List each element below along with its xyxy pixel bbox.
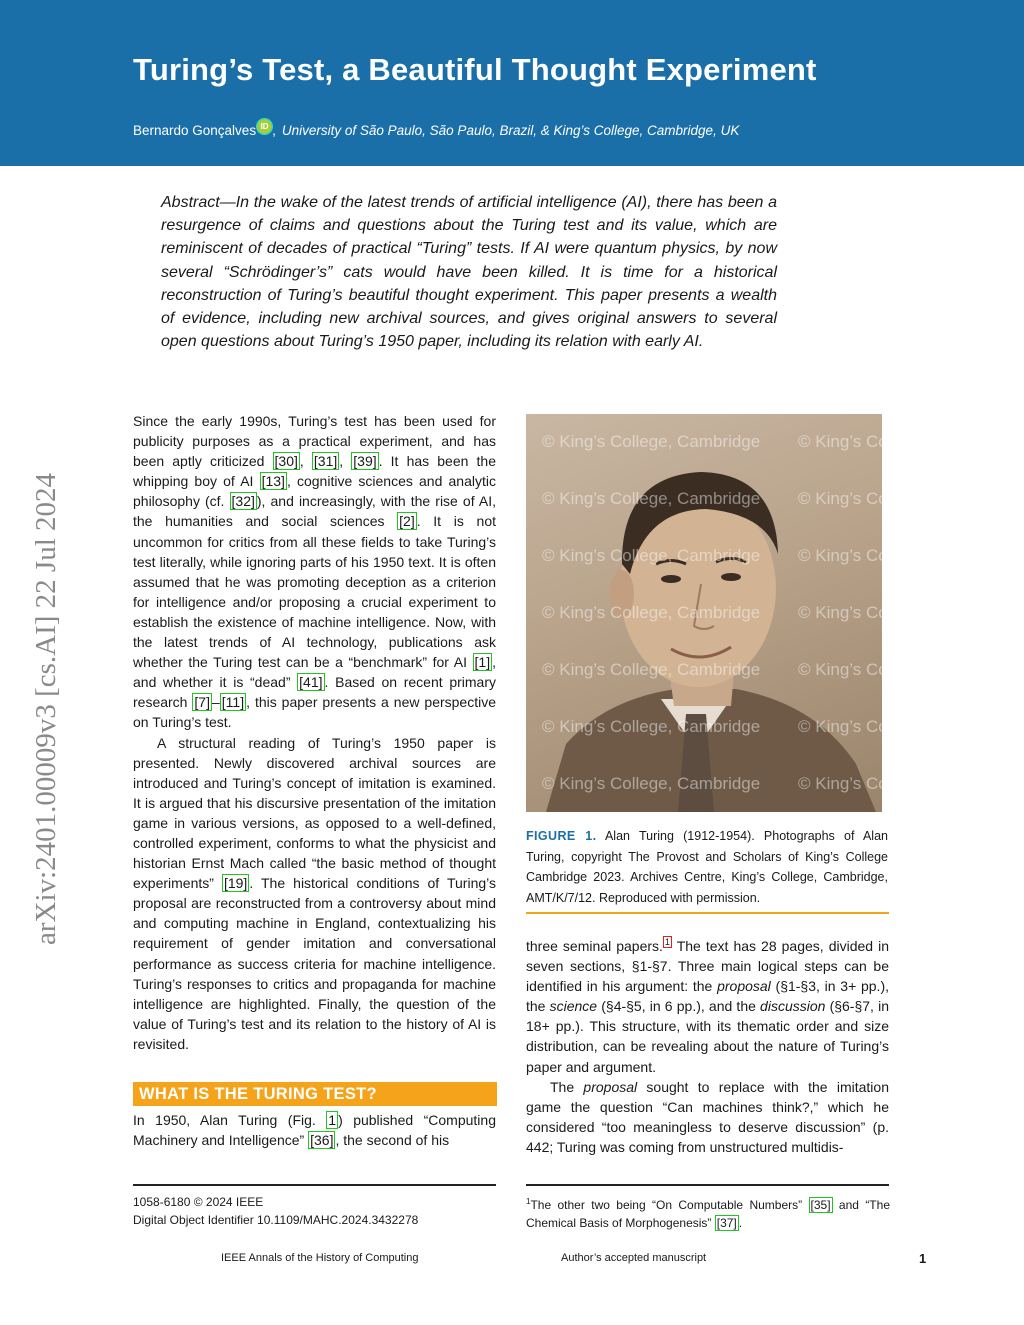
figure-link[interactable]: 1 (328, 1112, 337, 1128)
text: , (339, 453, 352, 470)
citation-link[interactable]: [32] (231, 493, 255, 510)
watermark: © King’s College, Cambridge (542, 489, 761, 508)
citation-link[interactable]: [41] (299, 674, 323, 691)
citation-link[interactable]: [13] (261, 473, 285, 490)
paragraph (133, 411, 496, 733)
text: – (212, 694, 220, 711)
citation-link[interactable]: [31] (313, 453, 338, 470)
arxiv-stamp: arXiv:2401.00009v3 [cs.AI] 22 Jul 2024 (30, 472, 62, 945)
text: ) published “Computing Machinery and Intelligence” (133, 1112, 496, 1149)
text: (§1-§3, in 3+ pp.), the (526, 978, 890, 1015)
watermark: © King’s College, Cambridge (798, 489, 1017, 508)
watermark-column (542, 432, 760, 831)
watermark: © King’s College, Cambridge (542, 774, 761, 793)
journal-name: IEEE Annals of the History of Computing (221, 1252, 419, 1264)
citation-link[interactable]: [1] (474, 654, 491, 671)
affiliation: University of São Paulo, São Paulo, Brazil, & King’s College, Cambridge, UK (281, 123, 740, 138)
text: The other two being “On Computable Numbers” (530, 1198, 809, 1212)
citation-link[interactable]: [30] (274, 453, 298, 470)
paragraph (526, 1077, 889, 1157)
text: (§4-§5, in 6 pp.), and the (597, 998, 761, 1015)
text: A structural reading of Turing’s 1950 paper is presented. Newly discovered archival sources are introduced and Turing’s concept of imitation is examined. It is argued that his discursive presentation of the imitation game in various versions, as opposed to a well-defined, controlled experiment, conforms to what the physicist and historian Ernst Mach called “the basic method of thought experiments” (133, 734, 496, 892)
copyright-info (133, 1193, 418, 1229)
text: . It has been the whipping boy of AI (133, 453, 496, 490)
text: and “The Chemical Basis of Morphogenesis” (526, 1198, 890, 1230)
text: . (738, 1216, 743, 1230)
watermark: © King’s College, Cambridge (798, 774, 1017, 793)
figure-caption (526, 826, 888, 908)
footnote (526, 1193, 890, 1232)
footnote-mark: 1 (526, 1197, 531, 1206)
watermark: © King’s College, Cambridge (542, 717, 761, 736)
citation-link[interactable]: [37] (716, 1216, 737, 1230)
issn: 1058-6180 © 2024 IEEE (133, 1195, 264, 1209)
emphasis: proposal (583, 1078, 638, 1095)
paragraph (133, 733, 496, 1055)
citation-link[interactable]: [2] (399, 513, 415, 530)
doi: Digital Object Identifier 10.1109/MAHC.2024.3432278 (133, 1213, 419, 1227)
text: three seminal papers. (526, 938, 663, 954)
watermark: © King’s College, Cambridge (542, 546, 761, 565)
citation-link[interactable]: [19] (223, 875, 248, 892)
text: , this paper presents a new perspective on Turing’s test. (133, 694, 497, 731)
section-heading: WHAT IS THE TURING TEST? (133, 1082, 497, 1106)
footer-rule (133, 1184, 496, 1186)
footer-rule (526, 1184, 889, 1186)
citation-link[interactable]: [39] (353, 453, 377, 470)
citation-link[interactable]: [36] (310, 1132, 334, 1149)
emphasis: proposal (717, 978, 771, 995)
section-paragraph (133, 1110, 496, 1150)
text: Since the early 1990s, Turing’s test has been used for publicity purposes as a practical experiment, and has been aptly criticized (133, 413, 496, 470)
watermark: © King’s College, Cambridge (798, 660, 1017, 679)
manuscript-note: Author’s accepted manuscript (561, 1252, 707, 1264)
text: . The historical conditions of Turing’s proposal are reconstructed from a controversy about mind and computing machine in England, contextualizing his requirement of gender imitation and conversational performance as success criteria for machine intelligence. Turing’s responses to critics and propaganda for machine intelligence are highlighted. Finally, the question of the value of Turing’s test and its relation to the history of AI is revisited. (133, 875, 497, 1052)
watermark: © King’s College, Cambridge (798, 546, 1017, 565)
citation-link[interactable]: [35] (810, 1198, 831, 1212)
text: . Based on recent primary research (133, 674, 497, 711)
orcid-icon[interactable]: ID (257, 119, 272, 134)
text: (§6-§7, in 18+ pp.). This structure, with its thematic order and size distribution, can be revealing about the nature of Turing’s paper and argument. (526, 998, 889, 1075)
figure-label: FIGURE 1. (526, 829, 597, 843)
emphasis: discussion (760, 998, 826, 1015)
text: In 1950, Alan Turing (Fig. (133, 1112, 327, 1128)
text: , and whether it is “dead” (133, 654, 496, 691)
watermark: © King’s College, Cambridge (798, 432, 1017, 451)
paper-title: Turing’s Test, a Beautiful Thought Experiment (133, 52, 817, 87)
byline-separator: , (272, 123, 276, 138)
paragraph (526, 932, 889, 1077)
byline (133, 119, 739, 138)
citation-link[interactable]: [7] (194, 694, 210, 711)
text: sought to replace with the imitation game the question “Can machines think?,” which he considered “too meaningless to deserve discussion” (p. 442; Turing was coming from unstructured multidis- (526, 1078, 889, 1155)
text: The text has 28 pages, divided in seven sections, §1-§7. Three main logical steps can be identified in his argument: the (526, 938, 889, 995)
page-number: 1 (919, 1251, 927, 1266)
text: , (299, 453, 312, 470)
footnote-link[interactable]: 1 (664, 937, 670, 947)
watermark: © King’s College, Cambridge (542, 603, 761, 622)
watermark: © King’s College, Cambridge (542, 432, 761, 451)
text: , the second of his (335, 1132, 450, 1149)
caption-text: Alan Turing (1912-1954). Photographs of Alan Turing, copyright The Provost and Scholars of King’s College Cambridge 2023. Archives Centre, King’s College, Cambridge, AMT/K/7/12. Reproduced with permission. (526, 829, 888, 905)
text: ), and increasingly, with the rise of AI, the humanities and social sciences (133, 493, 496, 530)
watermark-column (798, 432, 1016, 831)
watermark: © King’s College, Cambridge (798, 603, 1017, 622)
watermark: © King’s College, Cambridge (798, 717, 1017, 736)
text: . It is not uncommon for critics from all these fields to take Turing’s test literally, while ignoring parts of his 1950 text. It is often assumed that he was promoting deception as a criterion for intelligence and/or proposing a crucial experiment to establish the existence of machine intelligence. Now, with the latest trends of AI technology, publications ask whether the Turing test can be a “benchmark” for AI (133, 513, 496, 671)
text: The (550, 1078, 584, 1095)
emphasis: science (549, 998, 598, 1015)
left-column (133, 411, 496, 1054)
portrait-photo (526, 414, 1017, 812)
text: , cognitive sciences and analytic philosophy (cf. (133, 473, 496, 510)
author-name: Bernardo Gonçalves (133, 123, 257, 138)
citation-link[interactable]: [11] (221, 694, 245, 711)
watermark: © King’s College, Cambridge (542, 660, 761, 679)
abstract: Abstract—In the wake of the latest trends of artificial intelligence (AI), there has been a resurgence of claims and questions about the Turing test and its value, which are reminiscent of decades of practical “Turing” tests. If AI were quantum physics, by now several “Schrödinger’s” cats would have been killed. It is time for a historical reconstruction of Turing’s beautiful thought experiment. This paper presents a wealth of evidence, including new archival sources, and gives original answers to several open questions about Turing’s 1950 paper, including its relation with early AI. (161, 194, 777, 351)
right-column (526, 932, 889, 1157)
caption-divider (526, 912, 889, 914)
